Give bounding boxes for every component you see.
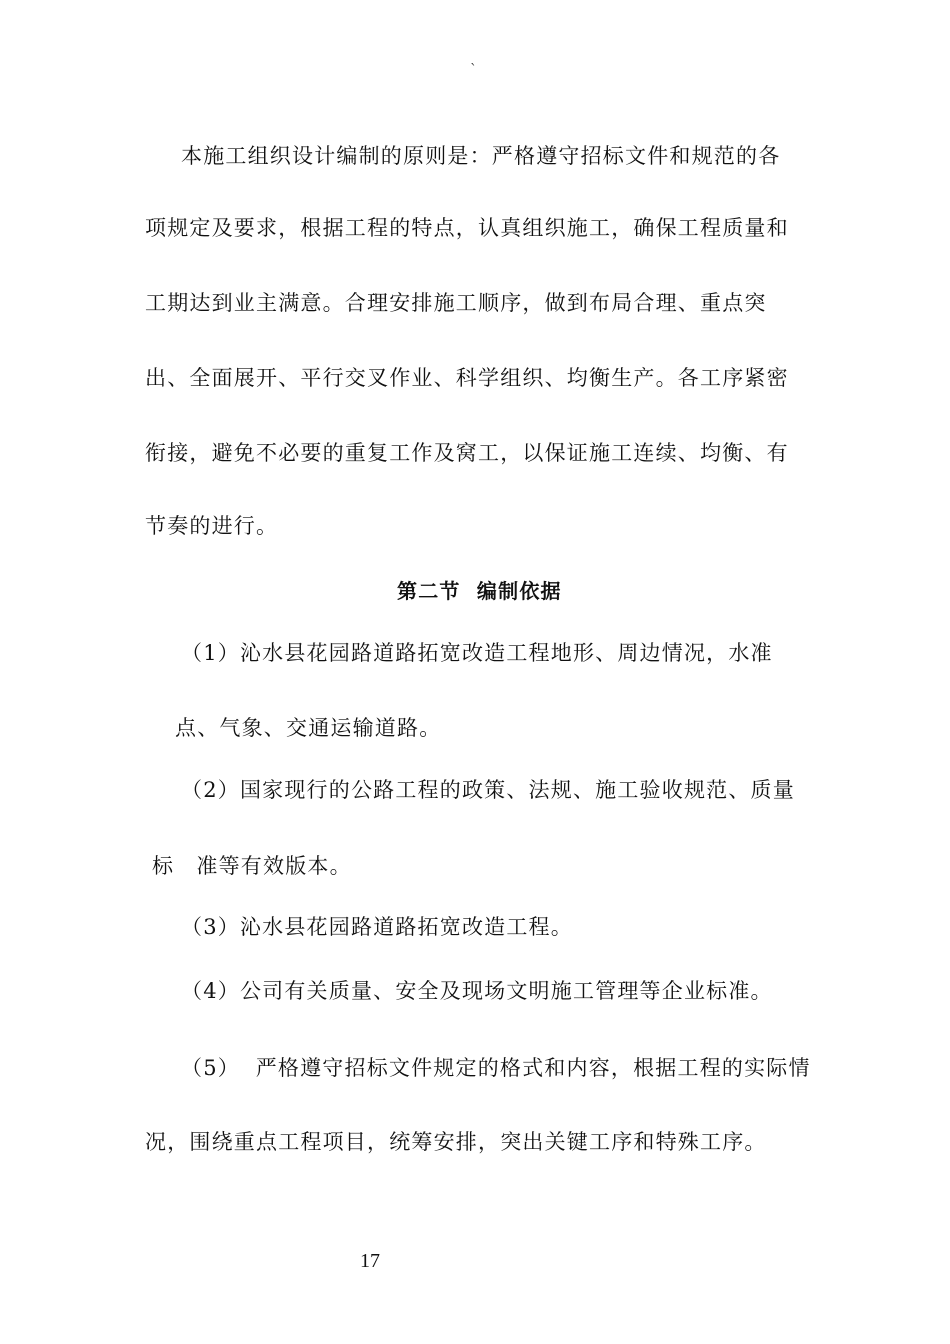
paragraph-line: 项规定及要求，根据工程的特点，认真组织施工，确保工程质量和 [145,216,789,240]
list-item-line: （5） 严格遵守招标文件规定的格式和内容，根据工程的实际情 [181,1056,811,1080]
list-item-line: 点、气象、交通运输道路。 [175,716,442,740]
list-item-line: （1）沁水县花园路道路拓宽改造工程地形、周边情况，水准 [181,641,773,665]
paragraph-line: 出、全面展开、平行交叉作业、科学组织、均衡生产。各工序紧密 [145,366,789,390]
paragraph-line: 工期达到业主满意。合理安排施工顺序，做到布局合理、重点突 [145,291,767,315]
section-heading: 第二节 编制依据 [397,579,562,603]
list-item-line: （3）沁水县花园路道路拓宽改造工程。 [181,915,573,939]
paragraph-line: 本施工组织设计编制的原则是：严格遵守招标文件和规范的各 [181,144,781,168]
header-mark: ` [470,62,477,78]
list-item-line: 况，围绕重点工程项目，统筹安排，突出关键工序和特殊工序。 [145,1130,767,1154]
page-number: 17 [360,1250,380,1272]
list-item-line: 标 准等有效版本。 [152,854,352,878]
list-item-line: （2）国家现行的公路工程的政策、法规、施工验收规范、质量 [181,778,795,802]
list-item-line: （4）公司有关质量、安全及现场文明施工管理等企业标准。 [181,979,773,1003]
paragraph-line: 节奏的进行。 [145,514,279,538]
paragraph-line: 衔接，避免不必要的重复工作及窝工，以保证施工连续、均衡、有 [145,441,789,465]
